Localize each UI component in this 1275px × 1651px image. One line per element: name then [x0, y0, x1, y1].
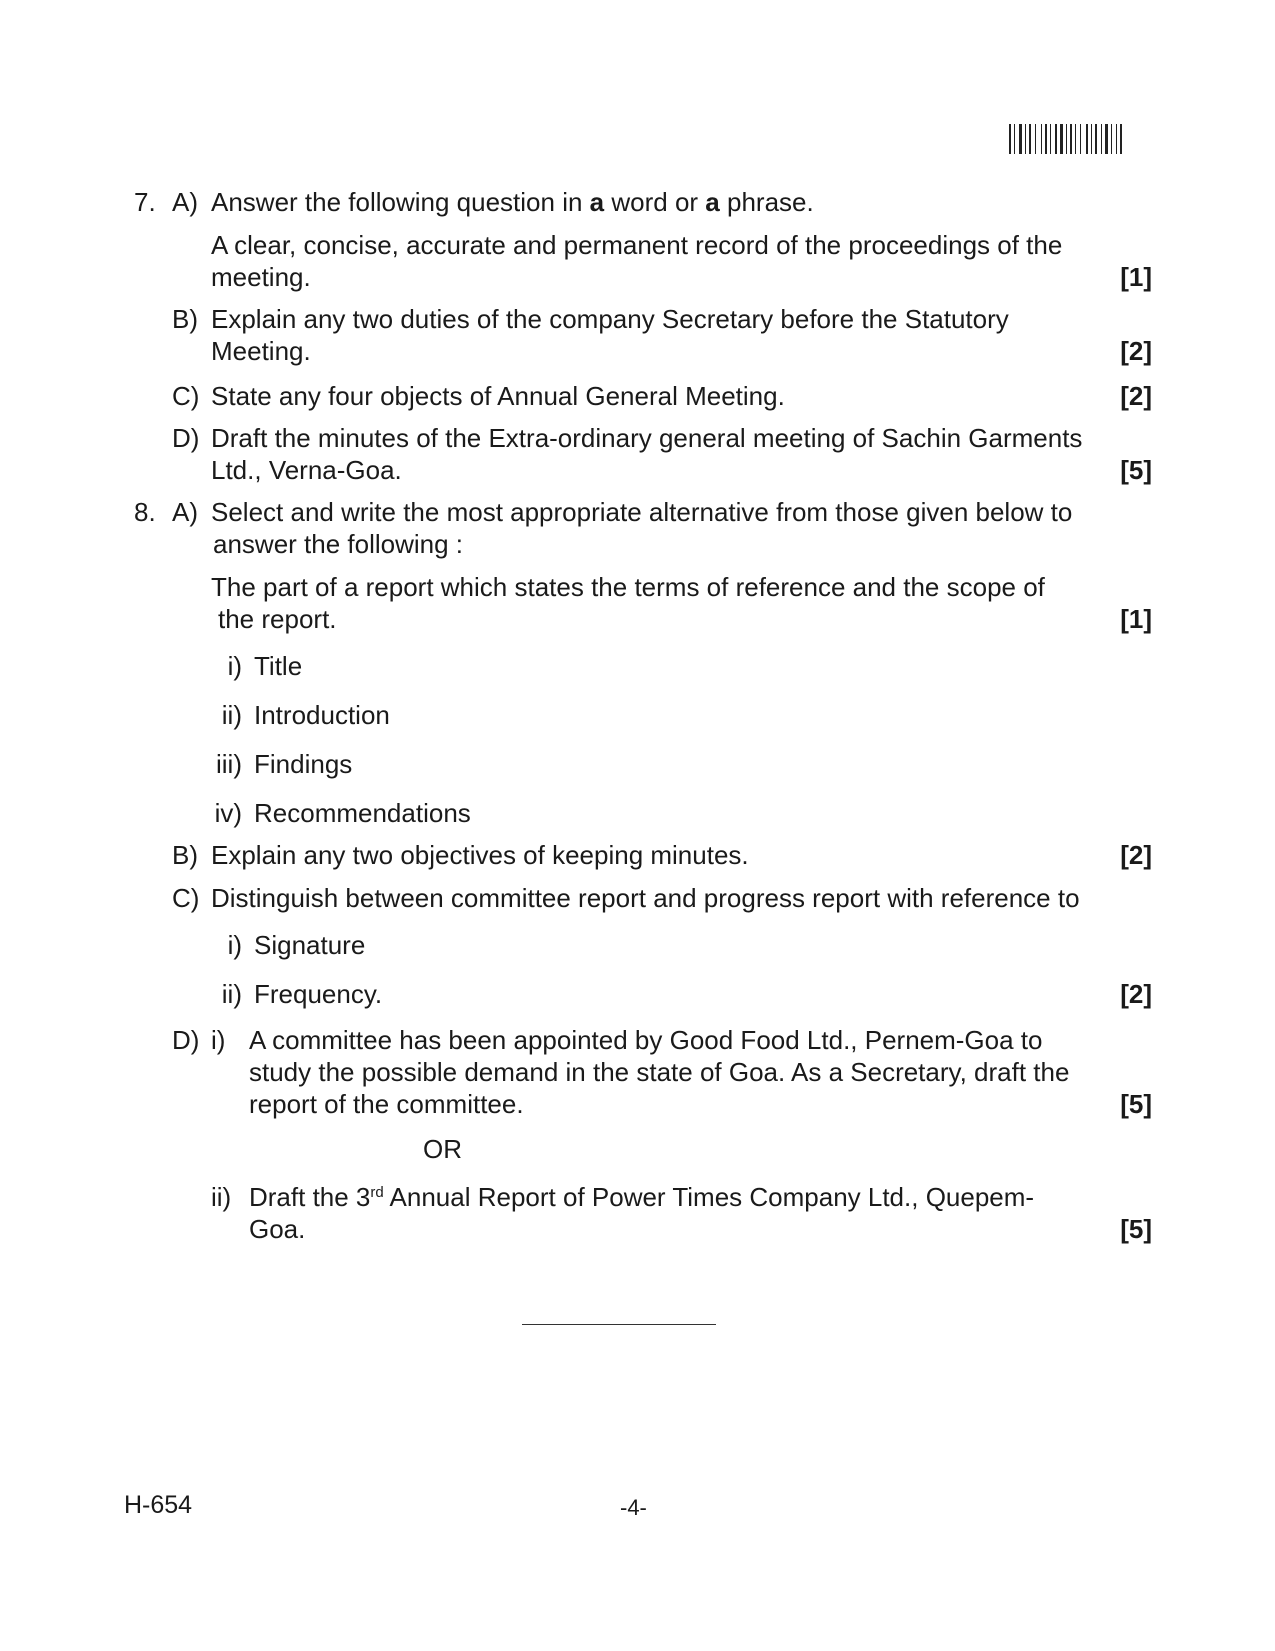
q8c-item-text: Frequency. [254, 979, 383, 1009]
q8a-option-num: iv) [214, 798, 242, 828]
q7b-line1: Explain any two duties of the company Secretary before the Statutory [211, 304, 1009, 334]
q8a-option-text: Title [254, 651, 303, 681]
q8a-line1: Select and write the most appropriate alternative from those given below to [211, 497, 1073, 527]
q8a-question-line2: the report. [218, 604, 337, 634]
end-rule [522, 1324, 716, 1325]
q8d-ii-line2: Goa. [249, 1214, 306, 1244]
q8d-ii-num: ii) [211, 1182, 232, 1212]
q8a-option-text: Findings [254, 749, 353, 779]
q8c-marks: [2] [1120, 979, 1152, 1009]
q8d-ii-line1: Draft the 3rd Annual Report of Power Times Company Ltd., Quepem- [249, 1182, 1035, 1212]
q7d-marks: [5] [1120, 455, 1152, 485]
q7a-question-line1: A clear, concise, accurate and permanent record of the proceedings of the [211, 230, 1063, 260]
q8a-option-num: iii) [216, 749, 242, 779]
q7a-question-line2: meeting. [211, 262, 311, 292]
q8c-item-num: ii) [221, 979, 242, 1009]
q7c-line1: State any four objects of Annual General Meeting. [211, 381, 785, 411]
q7a-marks: [1] [1120, 262, 1152, 292]
q8d-i-line2: study the possible demand in the state of Goa. As a Secretary, draft the [249, 1057, 1070, 1087]
q8b-line1: Explain any two objectives of keeping minutes. [211, 840, 749, 870]
q8a-option-num: ii) [221, 700, 242, 730]
q7b-letter: B) [172, 304, 198, 334]
q8a-question-line1: The part of a report which states the terms of reference and the scope of [211, 572, 1045, 602]
q8b-marks: [2] [1120, 840, 1152, 870]
q8d-i-marks: [5] [1120, 1089, 1152, 1119]
q8d-letter: D) [172, 1025, 200, 1055]
q8c-line1: Distinguish between committee report and progress report with reference to [211, 883, 1080, 913]
q7c-marks: [2] [1120, 381, 1152, 411]
q8c-letter: C) [172, 883, 200, 913]
question-8-number: 8. [134, 497, 156, 527]
q8a-option-num: i) [227, 651, 242, 681]
q7d-line2: Ltd., Verna-Goa. [211, 455, 402, 485]
q8c-item-text: Signature [254, 930, 366, 960]
q8a-marks: [1] [1120, 604, 1152, 634]
q8a-letter: A) [172, 497, 198, 527]
page-number: -4- [620, 1495, 647, 1520]
q7c-letter: C) [172, 381, 200, 411]
q7d-letter: D) [172, 423, 200, 453]
q8d-i-num: i) [211, 1025, 226, 1055]
question-7-number: 7. [134, 187, 156, 217]
q8b-letter: B) [172, 840, 198, 870]
or-separator: OR [423, 1134, 462, 1164]
paper-code: H-654 [124, 1491, 193, 1519]
q8c-item-num: i) [227, 930, 242, 960]
q7a-letter: A) [172, 187, 198, 217]
q8d-ii-marks: [5] [1120, 1214, 1152, 1244]
q8a-option-text: Introduction [254, 700, 390, 730]
q7a-instruction: Answer the following question in a word or a phrase. [211, 187, 814, 217]
q8a-line2: answer the following : [213, 529, 464, 559]
q7b-line2: Meeting. [211, 336, 311, 366]
q8d-i-line1: A committee has been appointed by Good Food Ltd., Pernem-Goa to [249, 1025, 1043, 1055]
q7d-line1: Draft the minutes of the Extra-ordinary general meeting of Sachin Garments [211, 423, 1083, 453]
q8d-i-line3: report of the committee. [249, 1089, 524, 1119]
q7b-marks: [2] [1120, 336, 1152, 366]
q8a-option-text: Recommendations [254, 798, 471, 828]
barcode [1009, 124, 1149, 154]
